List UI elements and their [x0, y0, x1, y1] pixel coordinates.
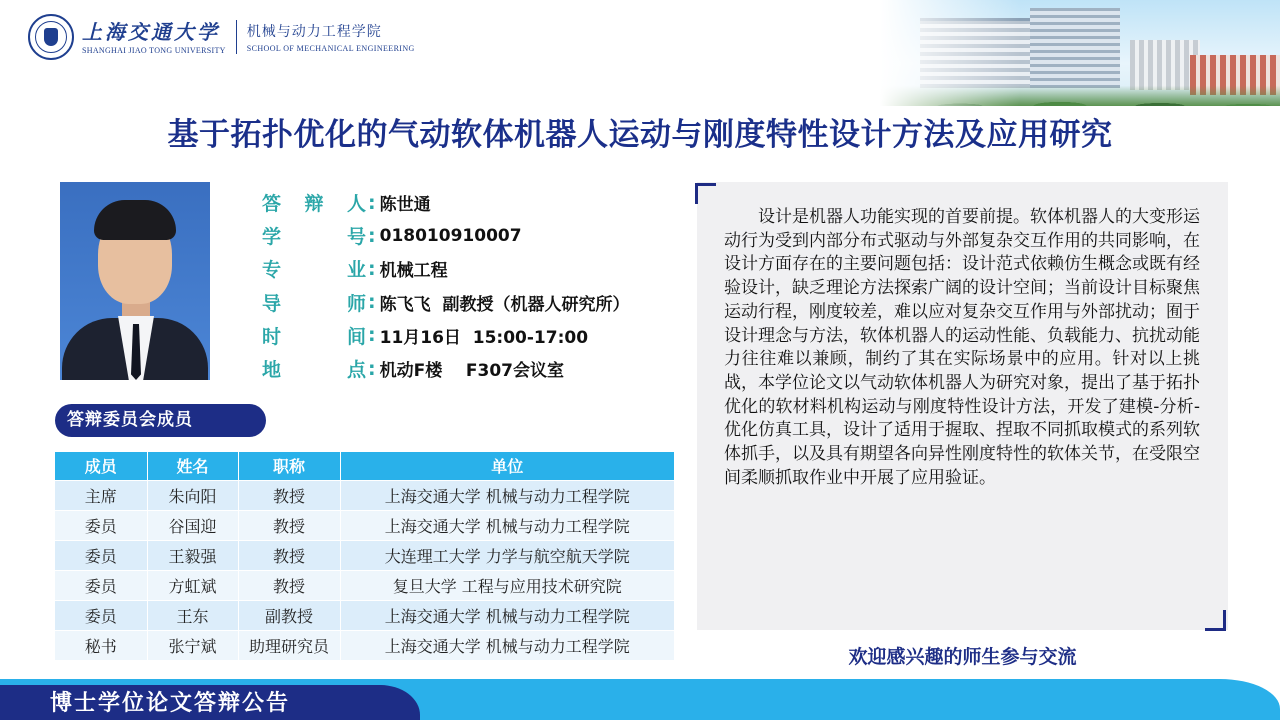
cell-title: 副教授 — [238, 600, 340, 630]
cell-title: 教授 — [238, 510, 340, 540]
column-header-title: 职称 — [238, 452, 340, 480]
info-label-char: 点 — [346, 359, 366, 382]
cell-affiliation: 上海交通大学 机械与动力工程学院 — [340, 630, 674, 660]
cell-name: 王东 — [147, 600, 238, 630]
info-value: 机械工程 — [379, 261, 448, 282]
column-header-name: 姓名 — [147, 452, 238, 480]
info-row-time: 时 间 : 11月16日 15:00-17:00 — [262, 319, 629, 352]
info-value: 018010910007 — [379, 225, 522, 246]
info-label-char: 号 — [346, 226, 366, 249]
info-row-candidate: 答 辩 人 : 陈世通 — [262, 186, 629, 219]
info-label-char: 地 — [262, 359, 282, 382]
cell-role: 委员 — [55, 600, 147, 630]
cell-title: 助理研究员 — [238, 630, 340, 660]
cell-role: 主席 — [55, 480, 147, 510]
cell-affiliation: 上海交通大学 机械与动力工程学院 — [340, 600, 674, 630]
logo-divider — [236, 20, 237, 54]
university-name-en: SHANGHAI JIAO TONG UNIVERSITY — [82, 45, 226, 55]
info-row-student-id: 学 号 : 018010910007 — [262, 219, 629, 252]
header — [0, 0, 1280, 108]
university-name-cn: 上海交通大学 — [82, 19, 220, 44]
welcome-message: 欢迎感兴趣的师生参与交流 — [848, 646, 1077, 668]
info-row-advisor: 导 师 : 陈飞飞 副教授（机器人研究所） — [262, 286, 629, 319]
cell-role: 委员 — [55, 510, 147, 540]
cell-title: 教授 — [238, 480, 340, 510]
committee-table — [55, 452, 674, 660]
info-label-char: 时 — [262, 325, 282, 348]
info-label — [262, 355, 366, 382]
footer — [0, 665, 1280, 720]
cell-name: 朱向阳 — [147, 480, 238, 510]
table-row — [55, 600, 674, 630]
info-label-char: 人 — [346, 193, 366, 216]
page-title: 基于拓扑优化的气动软体机器人运动与刚度特性设计方法及应用研究 — [167, 117, 1113, 153]
cell-name: 方虹斌 — [147, 570, 238, 600]
info-row-location: 地 点 : 机动F楼 F307会议室 — [262, 352, 629, 385]
column-header-affiliation: 单位 — [340, 452, 674, 480]
table-row — [55, 570, 674, 600]
candidate-photo — [60, 182, 210, 380]
sjtu-seal-icon — [28, 14, 74, 60]
info-label-char: 专 — [262, 259, 282, 282]
corner-bracket-bottom-right — [1205, 610, 1226, 631]
school-name-cn: 机械与动力工程学院 — [246, 23, 382, 40]
cell-affiliation: 复旦大学 工程与应用技术研究院 — [340, 570, 674, 600]
info-label-char: 学 — [262, 226, 282, 249]
school-name-en: SCHOOL OF MECHANICAL ENGINEERING — [246, 43, 415, 53]
cell-title: 教授 — [238, 540, 340, 570]
column-header-role: 成员 — [55, 452, 147, 480]
corner-bracket-top-left — [695, 183, 716, 204]
cell-role: 秘书 — [55, 630, 147, 660]
cell-affiliation: 大连理工大学 力学与航空航天学院 — [340, 540, 674, 570]
info-label-char: 间 — [346, 325, 366, 348]
table-row — [55, 480, 674, 510]
cell-name: 王毅强 — [147, 540, 238, 570]
committee-heading: 答辩委员会成员 — [55, 404, 266, 437]
info-label — [262, 222, 366, 249]
cell-role: 委员 — [55, 570, 147, 600]
defense-info — [262, 186, 629, 385]
table-header-row — [55, 452, 674, 480]
info-label-char: 辩 — [304, 193, 324, 216]
info-value: 陈世通 — [379, 195, 431, 216]
info-label — [262, 255, 366, 282]
info-label-char: 答 — [262, 193, 282, 216]
cell-title: 教授 — [238, 570, 340, 600]
university-logo — [28, 10, 415, 64]
table-row — [55, 630, 674, 660]
table-row — [55, 540, 674, 570]
info-label — [262, 189, 366, 216]
announcement-label: 博士学位论文答辩公告 — [50, 690, 291, 716]
info-row-major: 专 业 : 机械工程 — [262, 252, 629, 285]
abstract-text: 设计是机器人功能实现的首要前提。软体机器人的大变形运动行为受到内部分布式驱动与外部复杂交互作用的共同影响，在设计方面存在的主要问题包括：设计范式依赖仿生概念或既有经验设计，缺乏理论方法探索广阔的设计空间；当前设计目标聚焦运动行程，刚度较差，难以应对复杂交互作用与外部扰动；囿于设计理念与方法，软体机器人的运动性能、负载能力、抗扰动能力往往难以兼顾，制约了其在实际场景中的应用。针对以上挑战，本学位论文以气动软体机器人为研究对象，提出了基于拓扑优化的软材料机构运动与刚度特性设计方法，开发了建模-分析-优化仿真工具，设计了适用于握取、捏取不同抓取模式的系列软体抓手，以及具有期望各向异性刚度特性的软体关节，在受限空间柔顺抓取作业中开展了应用验证。 — [724, 207, 1200, 488]
campus-photo — [880, 0, 1280, 106]
info-label-char: 导 — [262, 292, 282, 315]
cell-affiliation: 上海交通大学 机械与动力工程学院 — [340, 480, 674, 510]
info-label — [262, 289, 366, 316]
info-label-char: 师 — [346, 292, 366, 315]
info-label — [262, 322, 366, 349]
cell-name: 张宁斌 — [147, 630, 238, 660]
info-value: 陈飞飞 副教授（机器人研究所） — [379, 294, 630, 315]
cell-name: 谷国迎 — [147, 510, 238, 540]
info-value: 11月16日 15:00-17:00 — [379, 327, 589, 348]
info-value: 机动F楼 F307会议室 — [379, 361, 564, 382]
cell-role: 委员 — [55, 540, 147, 570]
info-label-char: 业 — [346, 259, 366, 282]
cell-affiliation: 上海交通大学 机械与动力工程学院 — [340, 510, 674, 540]
table-row — [55, 510, 674, 540]
